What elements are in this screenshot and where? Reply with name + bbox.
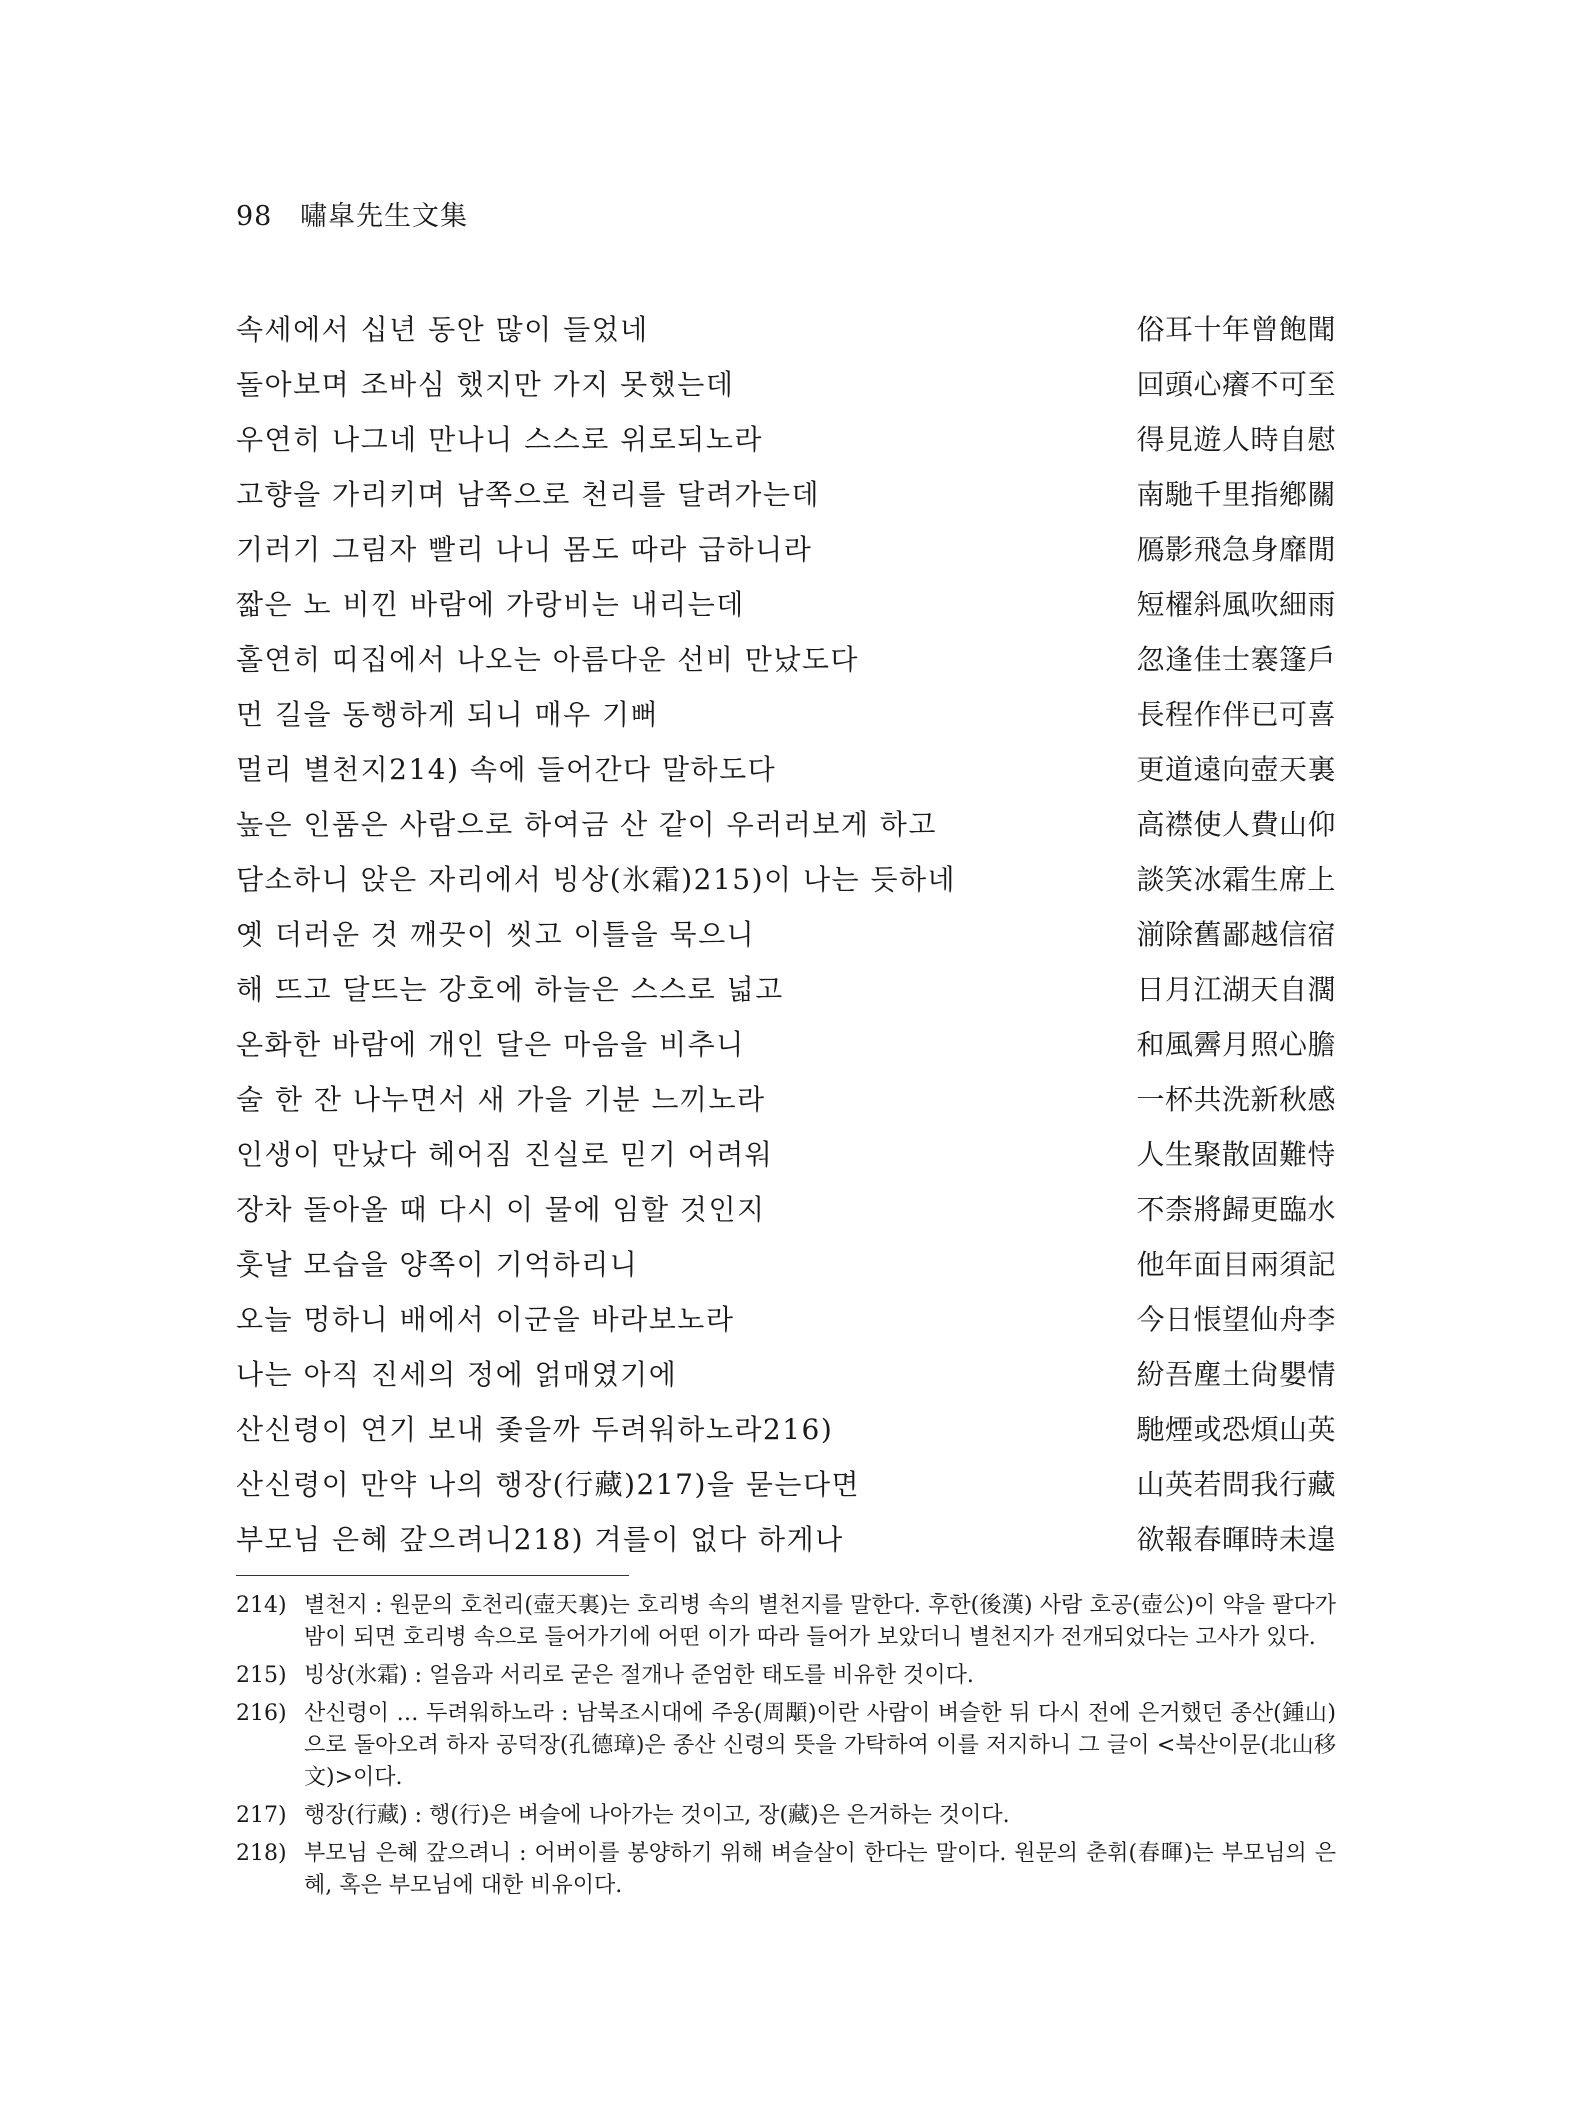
chinese-original: 忽逢佳士褰篷戶 (1136, 643, 1336, 676)
korean-translation: 오늘 멍하니 배에서 이군을 바라보노라 (236, 1303, 735, 1336)
korean-translation: 해 뜨고 달뜨는 강호에 하늘은 스스로 넓고 (236, 973, 784, 1006)
poem-line (236, 1347, 1336, 1402)
chinese-original: 一杯共洗新秋感 (1136, 1083, 1336, 1116)
footnote-divider (236, 1575, 629, 1576)
poem-line (236, 1237, 1336, 1292)
poem-line (236, 1512, 1336, 1567)
korean-translation: 우연히 나그네 만나니 스스로 위로되노라 (236, 423, 763, 456)
chinese-original: 更道遠向壺天裏 (1136, 753, 1336, 786)
chinese-original: 談笑冰霜生席上 (1136, 863, 1336, 896)
poem-line (236, 632, 1336, 687)
footnote-number: 214) (236, 1593, 287, 1618)
korean-translation: 기러기 그림자 빨리 나니 몸도 따라 급하니라 (236, 533, 813, 566)
poem-line (236, 962, 1336, 1017)
chinese-original: 馳煙或恐煩山英 (1136, 1413, 1336, 1446)
korean-translation: 술 한 잔 나누면서 새 가을 기분 느끼노라 (236, 1083, 766, 1116)
poem-line (236, 467, 1336, 522)
poem-line (236, 357, 1336, 412)
page-number: 98 (236, 201, 273, 232)
chinese-original: 欲報春暉時未遑 (1136, 1523, 1336, 1556)
korean-translation: 인생이 만났다 헤어짐 진실로 믿기 어려워 (236, 1138, 774, 1171)
poem-line (236, 907, 1336, 962)
chinese-original: 高襟使人費山仰 (1136, 808, 1336, 841)
chinese-original: 得見遊人時自慰 (1136, 423, 1336, 456)
chinese-original: 紛吾塵土尙嬰情 (1136, 1358, 1336, 1391)
korean-translation: 홀연히 띠집에서 나오는 아름다운 선비 만났도다 (236, 643, 859, 676)
korean-translation: 장차 돌아올 때 다시 이 물에 임할 것인지 (236, 1193, 766, 1226)
footnote-number: 217) (236, 1803, 287, 1828)
footnote (236, 1590, 1336, 1654)
footnote-number: 216) (236, 1701, 287, 1726)
poem-line (236, 522, 1336, 577)
chinese-original: 長程作伴已可喜 (1136, 698, 1336, 731)
chinese-original: 俗耳十年曾飽聞 (1136, 313, 1336, 346)
korean-translation: 먼 길을 동행하게 되니 매우 기뻐 (236, 698, 660, 731)
poem-line (236, 1017, 1336, 1072)
poem-line (236, 797, 1336, 852)
footnote (236, 1660, 1336, 1692)
poem-line (236, 1457, 1336, 1512)
footnote-number: 218) (236, 1841, 287, 1866)
chinese-original: 他年面目兩須記 (1136, 1248, 1336, 1281)
korean-translation: 높은 인품은 사람으로 하여금 산 같이 우러러보게 하고 (236, 808, 937, 841)
footnote-text: 부모님 은혜 갚으려니 : 어버이를 봉양하기 위해 벼슬살이 한다는 말이다. 원문의 춘휘(春暉)는 부모님의 은혜, 혹은 부모님에 대한 비유이다. (304, 1841, 1336, 1898)
poem-line (236, 852, 1336, 907)
korean-translation: 멀리 별천지214) 속에 들어간다 말하도다 (236, 753, 777, 786)
footnote-text: 행장(行藏) : 행(行)은 벼슬에 나아가는 것이고, 장(藏)은 은거하는 것이다. (304, 1803, 1010, 1828)
chinese-original: 和風霽月照心膽 (1136, 1028, 1336, 1061)
chinese-original: 回頭心癢不可至 (1136, 368, 1336, 401)
poem-line (236, 1402, 1336, 1457)
poem-line (236, 302, 1336, 357)
poem-line (236, 1292, 1336, 1347)
korean-translation: 고향을 가리키며 남쪽으로 천리를 달려가는데 (236, 478, 821, 511)
korean-translation: 짧은 노 비낀 바람에 가랑비는 내리는데 (236, 588, 745, 621)
chinese-original: 山英若問我行藏 (1136, 1468, 1336, 1501)
footnote-text: 별천지 : 원문의 호천리(壺天裏)는 호리병 속의 별천지를 말한다. 후한(後漢) 사람 호공(壺公)이 약을 팔다가 밤이 되면 호리병 속으로 들어가기에 어떤 이가 따라 들어가 보았더니 별천지가 전개되었다는 고사가 있다. (304, 1593, 1336, 1650)
footnote (236, 1698, 1336, 1794)
chinese-original: 短櫂斜風吹細雨 (1136, 588, 1336, 621)
book-title: 嘯皐先生文集 (299, 201, 468, 232)
chinese-original: 南馳千里指鄕關 (1136, 478, 1336, 511)
korean-translation: 옛 더러운 것 깨끗이 씻고 이틀을 묵으니 (236, 918, 756, 951)
poem-line (236, 1182, 1336, 1237)
footnote-number: 215) (236, 1663, 287, 1688)
poem-line (236, 687, 1336, 742)
poem-line (236, 1127, 1336, 1182)
page-header (236, 194, 468, 233)
korean-translation: 담소하니 앉은 자리에서 빙상(氷霜)215)이 나는 듯하네 (236, 863, 957, 896)
korean-translation: 산신령이 연기 보내 좇을까 두려워하노라216) (236, 1413, 834, 1446)
korean-translation: 부모님 은혜 갚으려니218) 겨를이 없다 하게나 (236, 1523, 844, 1556)
poem-line (236, 1072, 1336, 1127)
footnote (236, 1800, 1336, 1832)
chinese-original: 不柰將歸更臨水 (1136, 1193, 1336, 1226)
chinese-original: 鴈影飛急身靡閒 (1136, 533, 1336, 566)
footnotes (236, 1590, 1336, 1908)
chinese-original: 今日悵望仙舟李 (1136, 1303, 1336, 1336)
poem-line (236, 742, 1336, 797)
korean-translation: 온화한 바람에 개인 달은 마음을 비추니 (236, 1028, 745, 1061)
korean-translation: 나는 아직 진세의 정에 얽매였기에 (236, 1358, 678, 1391)
poem-line (236, 412, 1336, 467)
chinese-original: 人生聚散固難恃 (1136, 1138, 1336, 1171)
korean-translation: 훗날 모습을 양쪽이 기억하리니 (236, 1248, 639, 1281)
poem-line (236, 577, 1336, 632)
korean-translation: 산신령이 만약 나의 행장(行藏)217)을 묻는다면 (236, 1468, 861, 1501)
footnote-text: 빙상(氷霜) : 얼음과 서리로 굳은 절개나 준엄한 태도를 비유한 것이다. (304, 1663, 974, 1688)
footnote-text: 산신령이 … 두려워하노라 : 남북조시대에 주옹(周顒)이란 사람이 벼슬한 뒤 다시 전에 은거했던 종산(鍾山)으로 돌아오려 하자 공덕장(孔德璋)은 종산 신령의 뜻을 가탁하여 이를 저지하니 그 글이 <북산이문(北山移文)>이다. (304, 1701, 1336, 1790)
poem-body (236, 302, 1336, 1567)
korean-translation: 돌아보며 조바심 했지만 가지 못했는데 (236, 368, 735, 401)
chinese-original: 湔除舊鄙越信宿 (1136, 918, 1336, 951)
korean-translation: 속세에서 십년 동안 많이 들었네 (236, 313, 649, 346)
footnote (236, 1838, 1336, 1902)
chinese-original: 日月江湖天自濶 (1136, 973, 1336, 1006)
